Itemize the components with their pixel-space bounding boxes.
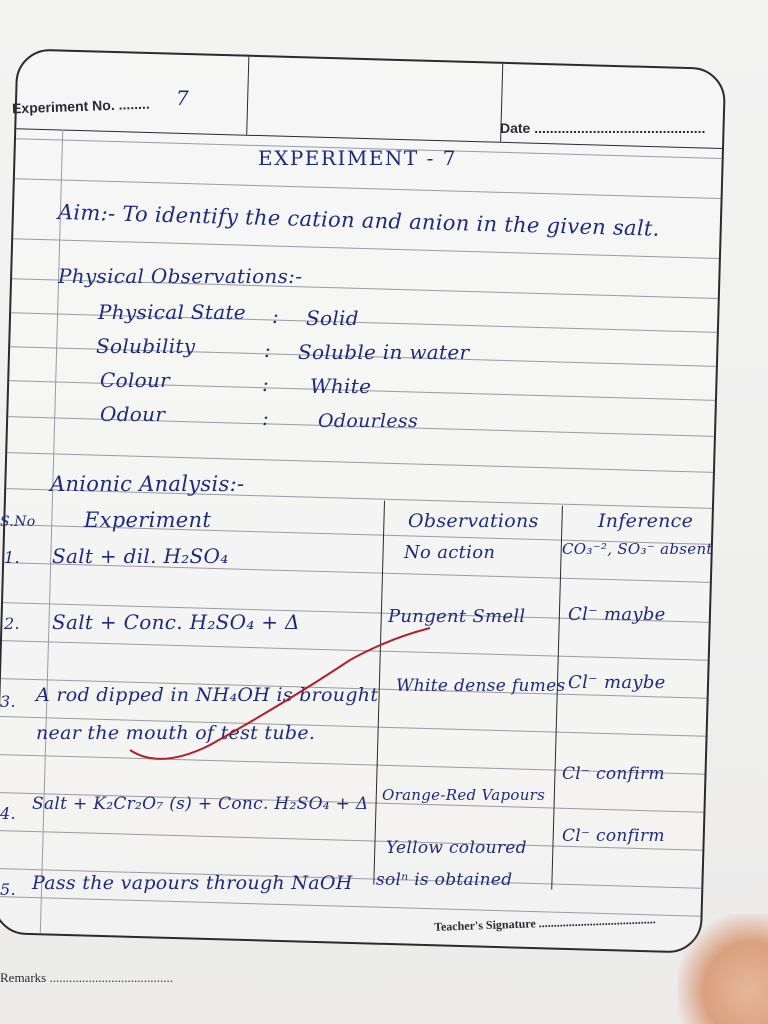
row-inference: Cl⁻ maybe	[568, 672, 666, 693]
page-title: EXPERIMENT - 7	[258, 146, 457, 170]
physical-label: Physical State	[98, 300, 246, 324]
row-observation: Pungent Smell	[388, 606, 526, 627]
ruled-line	[7, 452, 713, 473]
physical-value: Solid	[306, 306, 359, 330]
teacher-signature: Teacher's Signature .......................................	[433, 912, 656, 934]
physical-label: Odour	[100, 402, 166, 426]
row-sno: 5.	[0, 880, 16, 899]
physical-label: Colour	[100, 368, 171, 392]
anionic-analysis-heading: Anionic Analysis:-	[50, 472, 245, 496]
experiment-no-value: 7	[176, 86, 190, 110]
row-experiment-line2: near the mouth of test tube.	[36, 722, 316, 744]
physical-colon: :	[264, 338, 272, 362]
row-inference: Cl⁻ confirm	[562, 764, 665, 784]
physical-colon: :	[272, 304, 280, 328]
physical-label: Solubility	[96, 334, 196, 358]
page-corner-shadow	[678, 914, 768, 1024]
page-frame	[0, 48, 726, 953]
column-header-experiment: Experiment	[84, 508, 212, 532]
row-sno: 1.	[4, 548, 20, 567]
remarks-label: Remarks ......................................	[0, 970, 173, 985]
row-observation: Orange-Red Vapours	[382, 786, 546, 804]
physical-observations-heading: Physical Observations:-	[58, 264, 303, 288]
row-observation: No action	[404, 542, 496, 563]
ruled-line	[13, 238, 719, 259]
row-observation: White dense fumes	[396, 676, 566, 696]
column-header-inference: Inference	[598, 510, 694, 532]
row-sno: 2.	[4, 614, 20, 633]
row-inference: Cl⁻ maybe	[568, 604, 666, 625]
ruled-line	[15, 178, 721, 199]
aim-text: Aim:- To identify the cation and anion in the given salt.	[57, 200, 660, 241]
row-sno: 3.	[0, 692, 16, 711]
physical-colon: :	[262, 372, 270, 396]
experiment-no-cell	[16, 50, 249, 134]
physical-value: Soluble in water	[298, 340, 470, 364]
row-experiment: Salt + dil. H₂SO₄	[52, 544, 229, 568]
experiment-no-label: Experiment No. ........	[11, 95, 150, 117]
row-experiment: Salt + Conc. H₂SO₄ + Δ	[52, 610, 300, 634]
physical-value: White	[310, 374, 372, 398]
physical-value: Odourless	[318, 410, 419, 432]
row-sno: 4.	[0, 804, 16, 823]
row-observation-line2: solⁿ is obtained	[376, 870, 513, 890]
row-experiment: Salt + K₂Cr₂O₇ (s) + Conc. H₂SO₄ + Δ	[32, 794, 369, 814]
row-inference: Cl⁻ confirm	[562, 826, 665, 846]
row-experiment: A rod dipped in NH₄OH is brought	[36, 684, 379, 706]
row-inference: CO₃⁻², SO₃⁻ absent	[562, 540, 713, 558]
physical-colon: :	[262, 406, 270, 430]
header-blank-cell	[246, 57, 503, 142]
column-header-observations: Observations	[408, 510, 539, 532]
row-observation: Yellow coloured	[386, 838, 527, 858]
column-header-sno: S.No	[0, 514, 36, 530]
row-experiment: Pass the vapours through NaOH	[32, 872, 353, 894]
correction-mark	[120, 620, 440, 770]
date-label: Date ............................................	[500, 120, 706, 136]
